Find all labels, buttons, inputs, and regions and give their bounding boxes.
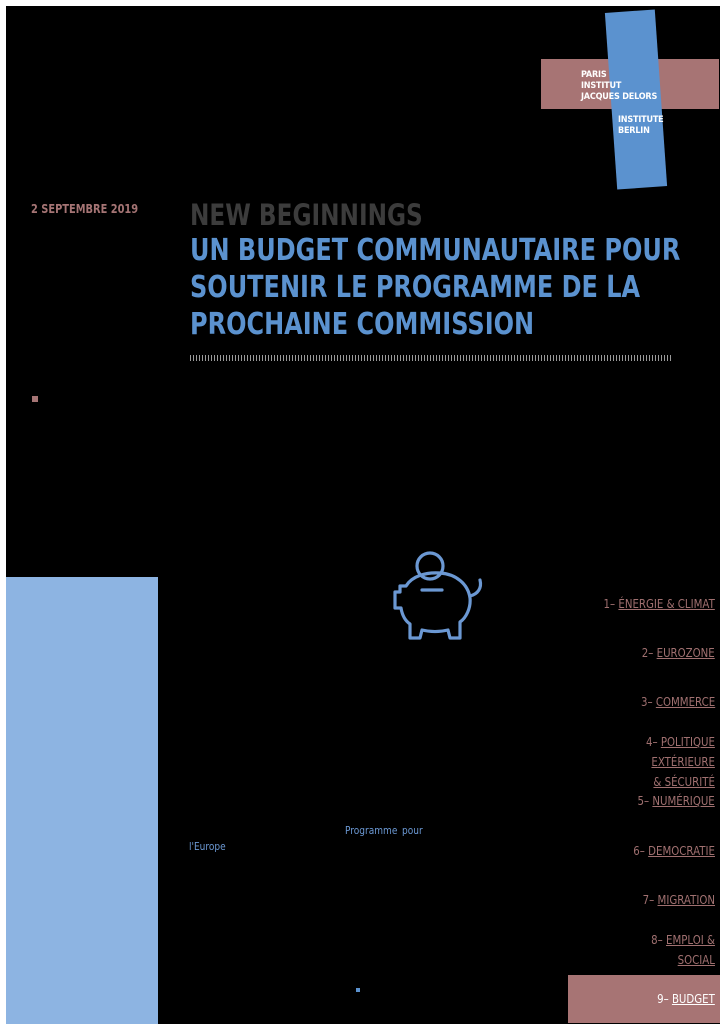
sidebar-item-migration[interactable]: 7– MIGRATION [642, 893, 715, 907]
bullet-square [32, 396, 38, 402]
document-page [6, 6, 720, 1024]
sidebar-item-energie-climat[interactable]: 1– ÉNERGIE & CLIMAT [603, 597, 715, 611]
logo-text-institute: INSTITUTE [618, 115, 664, 125]
logo-text-paris: PARIS [581, 70, 607, 80]
body-text-programme: Programme [345, 824, 398, 837]
title-line-2: SOUTENIR LE PROGRAMME DE LA [190, 270, 641, 305]
sidebar-item-numerique[interactable]: 5– NUMÉRIQUE [637, 794, 715, 808]
logo-text-institut: INSTITUT [581, 81, 622, 91]
sidebar-item-eurozone[interactable]: 2– EUROZONE [641, 646, 715, 660]
sidebar-item-commerce[interactable]: 3– COMMERCE [640, 695, 715, 709]
sidebar-item-budget-active[interactable]: 9– BUDGET [568, 975, 720, 1023]
logo-text-jacques-delors: JACQUES DELORS [581, 92, 658, 102]
title-divider [190, 355, 672, 361]
sidebar-item-emploi-social[interactable]: 8– EMPLOI & SOCIAL [651, 933, 715, 967]
title-line-3: PROCHAINE COMMISSION [190, 307, 535, 342]
logo-text-berlin: BERLIN [618, 126, 650, 136]
piggy-bank-icon [386, 546, 486, 646]
sidebar-item-democratie[interactable]: 6– DEMOCRATIE [633, 844, 715, 858]
body-text-pour: pour [402, 824, 423, 837]
document-title [190, 232, 680, 343]
institut-jacques-delors-logo [541, 6, 720, 191]
series-kicker: NEW BEGINNINGS [190, 198, 423, 232]
title-line-1: UN BUDGET COMMUNAUTAIRE POUR [190, 233, 681, 268]
publication-date: 2 SEPTEMBRE 2019 [31, 202, 139, 216]
body-text-europe: l'Europe [189, 840, 226, 853]
sidebar-item-politique-exterieure[interactable]: 4– POLITIQUE EXTÉRIEURE & SÉCURITÉ [645, 735, 715, 789]
bullet-small-blue [356, 988, 360, 992]
chapter-sidebar [6, 577, 158, 1024]
